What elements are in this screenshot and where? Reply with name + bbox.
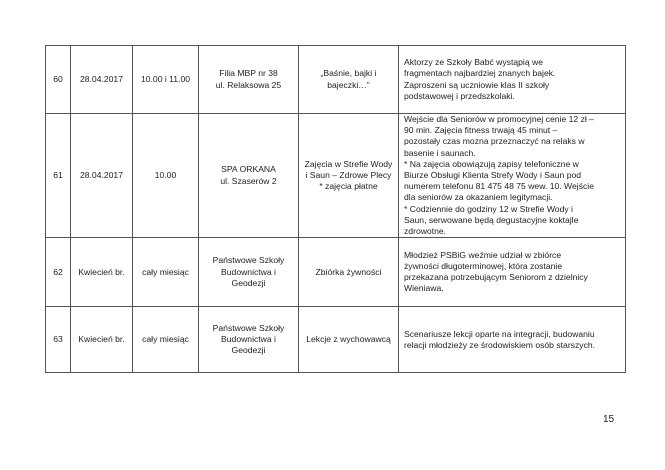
description-cell: Wejście dla Seniorów w promocyjnej cenie 12 zł – 90 min. Zajęcia fitness trwają 45 minut – pozostały czas mozna przeznaczyć na relaks w basenie i saunach. * Na zajęcia obowiązują zapisy telefoniczne w Biurze Obsługi Klienta Strefy Wody i Saun pod numerem telefonu 81 475 48 75 wew. 10. Wejście dla seniorów za okazaniem legitymacji. * Codziennie do godziny 12 w Strefie Wody i Saun, serwowane będą degustacyjne koktajle zdrowotne. (399, 114, 626, 238)
row-number: 62 (46, 238, 71, 307)
place-cell: Państwowe Szkoły Budownictwa i Geodezji (199, 307, 299, 373)
event-cell: „Baśnie, bajki i bajeczki…” (299, 46, 399, 114)
place-cell: Filia MBP nr 38 ul. Relaksowa 25 (199, 46, 299, 114)
events-table (45, 45, 626, 373)
place-cell: SPA ORKANA ul. Szaserów 2 (199, 114, 299, 238)
table-row (46, 114, 626, 238)
date-cell: 28.04.2017 (71, 46, 133, 114)
row-number: 63 (46, 307, 71, 373)
time-cell: cały miesiąc (133, 307, 199, 373)
date-cell: Kwiecień br. (71, 307, 133, 373)
table-row (46, 307, 626, 373)
event-cell: Zajęcia w Strefie Wody i Saun – Zdrowe Plecy * zajęcia płatne (299, 114, 399, 238)
place-cell: Państwowe Szkoły Budownictwa i Geodezji (199, 238, 299, 307)
description-cell: Młodzież PSBiG weźmie udział w zbiórce żywności długoterminowej, która zostanie przekazana potrzebującym Seniorom z dzielnicy Wieniawa. (399, 238, 626, 307)
row-number: 60 (46, 46, 71, 114)
page-number: 15 (603, 414, 615, 425)
event-cell: Lekcje z wychowawcą (299, 307, 399, 373)
table-row (46, 46, 626, 114)
time-cell: 10.00 (133, 114, 199, 238)
event-cell: Zbiórka żywności (299, 238, 399, 307)
time-cell: 10.00 i 11.00 (133, 46, 199, 114)
time-cell: cały miesiąc (133, 238, 199, 307)
date-cell: Kwiecień br. (71, 238, 133, 307)
description-cell: Aktorzy ze Szkoły Babć wystąpią we fragmentach najbardziej znanych bajek. Zaproszeni są uczniowie klas II szkoły podstawowej i przedszkolaki. (399, 46, 626, 114)
description-cell: Scenariusze lekcji oparte na integracji, budowaniu relacji młodzieży ze środowiskiem osób starszych. (399, 307, 626, 373)
row-number: 61 (46, 114, 71, 238)
table-row (46, 238, 626, 307)
date-cell: 28.04.2017 (71, 114, 133, 238)
